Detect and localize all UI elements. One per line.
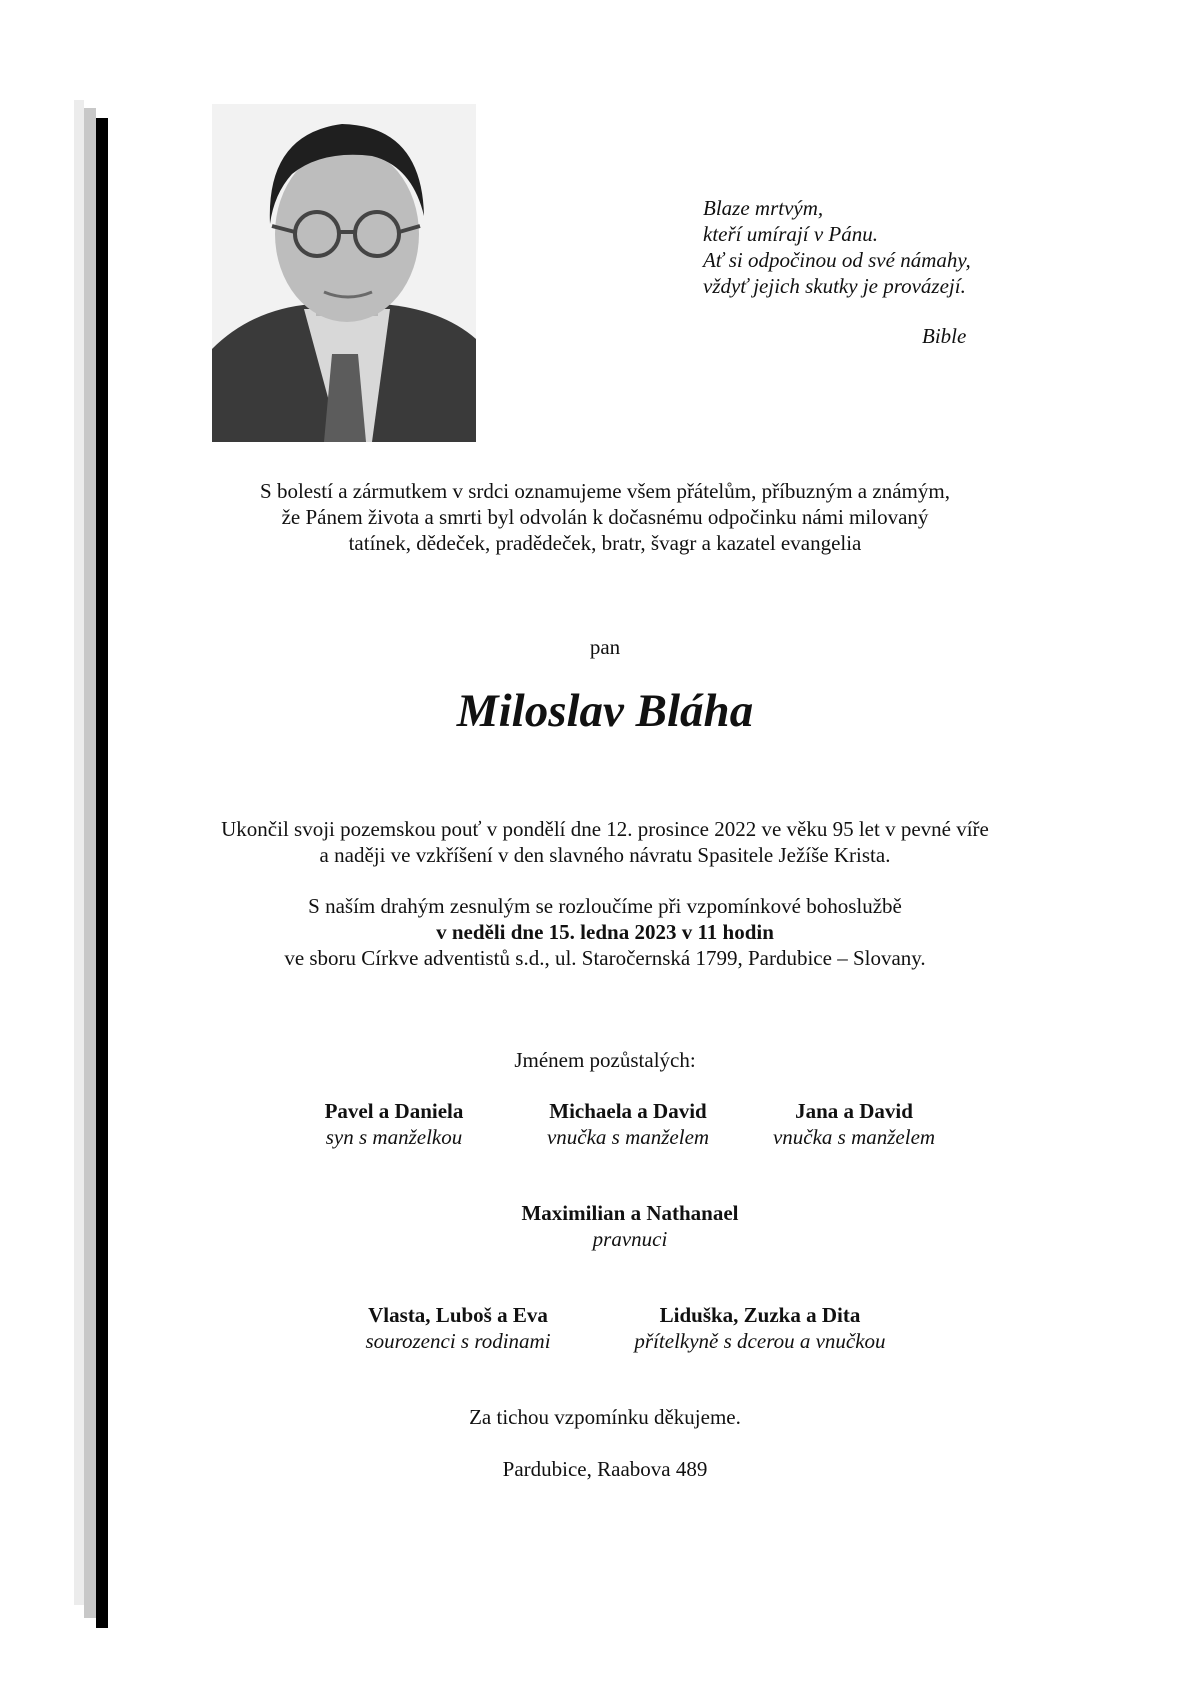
mourner-entry: [480, 1200, 780, 1252]
bible-verse: [703, 195, 1063, 299]
mourner-relation: pravnuci: [592, 1227, 668, 1251]
passing-line: a naději ve vzkříšení v den slavného návratu Spasitele Ježíše Krista.: [319, 843, 891, 867]
portrait-photo: [212, 104, 476, 442]
verse-line: Ať si odpočinou od své námahy,: [703, 248, 971, 272]
mourner-entry: [610, 1302, 910, 1354]
deceased-title-prefix: pan: [589, 635, 621, 659]
passing-line: Ukončil svoji pozemskou pouť v pondělí dne 12. prosince 2022 ve věku 95 let v pevné víře: [221, 817, 989, 841]
service-datetime: v neděli dne 15. ledna 2023 v 11 hodin: [436, 920, 774, 944]
announcement-line: S bolestí a zármutkem v srdci oznamujeme všem přátelům, příbuzným a známým,: [260, 479, 950, 503]
announcement-text: [110, 478, 1100, 556]
verse-line: vždyť jejich skutky je provázejí.: [703, 274, 966, 298]
mourner-relation: přítelkyně s dcerou a vnučkou: [634, 1329, 886, 1353]
mourner-relation: sourozenci s rodinami: [365, 1329, 551, 1353]
mourning-border-black: [96, 118, 108, 1628]
service-info: [110, 893, 1100, 971]
mourner-name: Pavel a Daniela: [324, 1099, 464, 1123]
mourner-name: Jana a David: [795, 1099, 913, 1123]
mourner-name: Maximilian a Nathanael: [521, 1201, 739, 1225]
mourning-border-light: [74, 100, 84, 1605]
announcement-line: tatínek, dědeček, pradědeček, bratr, švagr a kazatel evangelia: [348, 531, 862, 555]
mourners-heading: Jménem pozůstalých:: [514, 1048, 696, 1072]
mourner-relation: vnučka s manželem: [772, 1125, 936, 1149]
mourner-name: Michaela a David: [549, 1099, 707, 1123]
verse-line: Blaze mrtvým,: [703, 196, 824, 220]
mourner-entry: [308, 1302, 608, 1354]
passing-text: [110, 816, 1100, 868]
mourner-relation: vnučka s manželem: [546, 1125, 710, 1149]
mourner-relation: syn s manželkou: [325, 1125, 463, 1149]
family-address: Pardubice, Raabova 489: [502, 1457, 708, 1481]
service-intro: S naším drahým zesnulým se rozloučíme při vzpomínkové bohoslužbě: [308, 894, 902, 918]
closing-thanks: Za tichou vzpomínku děkujeme.: [469, 1405, 741, 1429]
mourner-name: Vlasta, Luboš a Eva: [368, 1303, 548, 1327]
service-location: ve sboru Církve adventistů s.d., ul. Staročernská 1799, Pardubice – Slovany.: [284, 946, 926, 970]
announcement-line: že Pánem života a smrti byl odvolán k dočasnému odpočinku námi milovaný: [281, 505, 929, 529]
mourning-border-gray: [84, 108, 96, 1618]
verse-line: kteří umírají v Pánu.: [703, 222, 878, 246]
mourner-name: Liduška, Zuzka a Dita: [659, 1303, 861, 1327]
deceased-name: Miloslav Bláha: [456, 685, 754, 737]
mourner-entry: [704, 1098, 1004, 1150]
verse-source: Bible: [922, 324, 967, 348]
